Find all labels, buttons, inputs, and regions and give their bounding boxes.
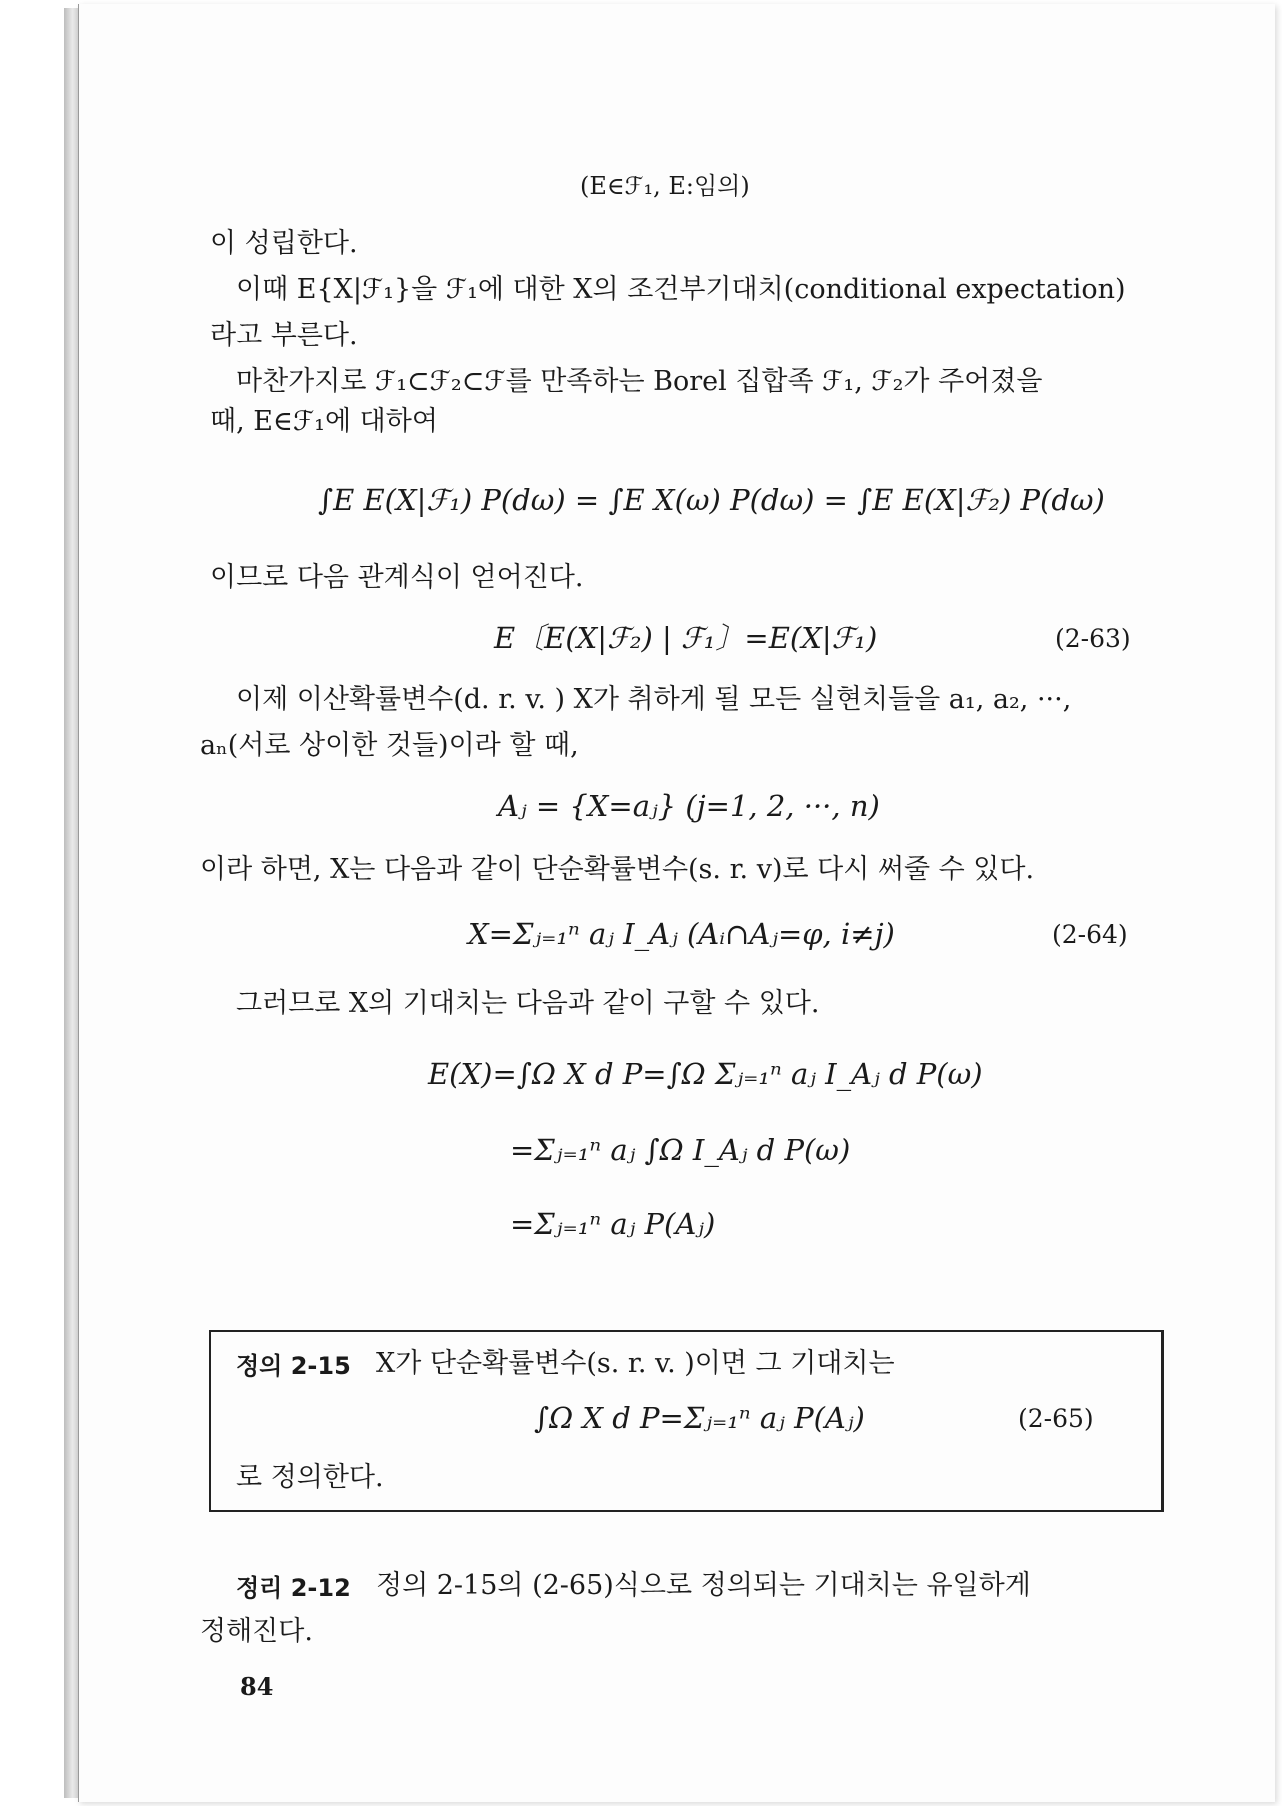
equation-number-2-63: (2-63) <box>1055 624 1131 653</box>
definition-label: 정의 2-15 <box>236 1352 351 1380</box>
text-line-4: 마찬가지로 ℱ₁⊂ℱ₂⊂ℱ를 만족하는 Borel 집합족 ℱ₁, ℱ₂가 주어졌을 <box>236 366 1043 397</box>
equation-expectation-2: =Σⱼ₌₁ⁿ aⱼ ∫Ω I_Aⱼ d P(ω) <box>510 1133 851 1167</box>
equation-2-64: X=Σⱼ₌₁ⁿ aⱼ I_Aⱼ (Aᵢ∩Aⱼ=φ, i≠j) <box>468 917 895 951</box>
page-number: 84 <box>240 1672 274 1701</box>
theorem-text-2: 정해진다. <box>200 1616 313 1647</box>
equation-number-2-64: (2-64) <box>1052 920 1128 949</box>
text-line-6: 이므로 다음 관계식이 얻어진다. <box>210 562 584 593</box>
equation-expectation-3: =Σⱼ₌₁ⁿ aⱼ P(Aⱼ) <box>510 1207 716 1241</box>
equation-expectation-1: E(X)=∫Ω X d P=∫Ω Σⱼ₌₁ⁿ aⱼ I_Aⱼ d P(ω) <box>428 1057 983 1091</box>
equation-integral: ∫E E(X|ℱ₁) P(dω) = ∫E X(ω) P(dω) = ∫E E(X|ℱ₂) P(dω) <box>318 483 1105 517</box>
text-line-3: 라고 부른다. <box>210 320 358 351</box>
text-line-5: 때, E∈ℱ₁에 대하여 <box>210 406 438 437</box>
text-line-2: 이때 E{X|ℱ₁}을 ℱ₁에 대한 X의 조건부기대치(conditional expectation) <box>236 274 1126 305</box>
text-line-10: 그러므로 X의 기대치는 다음과 같이 구할 수 있다. <box>236 988 820 1019</box>
theorem-label: 정리 2-12 <box>236 1574 351 1602</box>
definition-text: X가 단순확률변수(s. r. v. )이면 그 기대치는 <box>376 1348 895 1379</box>
definition-number: (2-65) <box>1018 1404 1094 1433</box>
definition-formula: ∫Ω X d P=Σⱼ₌₁ⁿ aⱼ P(Aⱼ) <box>534 1401 865 1435</box>
header-condition: (E∈ℱ₁, E:임의) <box>580 172 750 200</box>
text-line-7: 이제 이산확률변수(d. r. v. ) X가 취하게 될 모든 실현치들을 a₁, a₂, ···, <box>236 684 1072 715</box>
text-line-8: aₙ(서로 상이한 것들)이라 할 때, <box>200 730 579 761</box>
text-line-1: 이 성립한다. <box>210 228 358 259</box>
book-spine <box>64 8 78 1798</box>
definition-ending: 로 정의한다. <box>236 1462 384 1493</box>
equation-Aj: Aⱼ = {X=aⱼ} (j=1, 2, ···, n) <box>498 789 880 823</box>
text-line-9: 이라 하면, X는 다음과 같이 단순확률변수(s. r. v)로 다시 써줄 수 있다. <box>200 854 1035 885</box>
theorem-text: 정의 2-15의 (2-65)식으로 정의되는 기대치는 유일하게 <box>376 1570 1031 1601</box>
equation-2-63: E〔E(X|ℱ₂) | ℱ₁〕=E(X|ℱ₁) <box>494 621 878 655</box>
